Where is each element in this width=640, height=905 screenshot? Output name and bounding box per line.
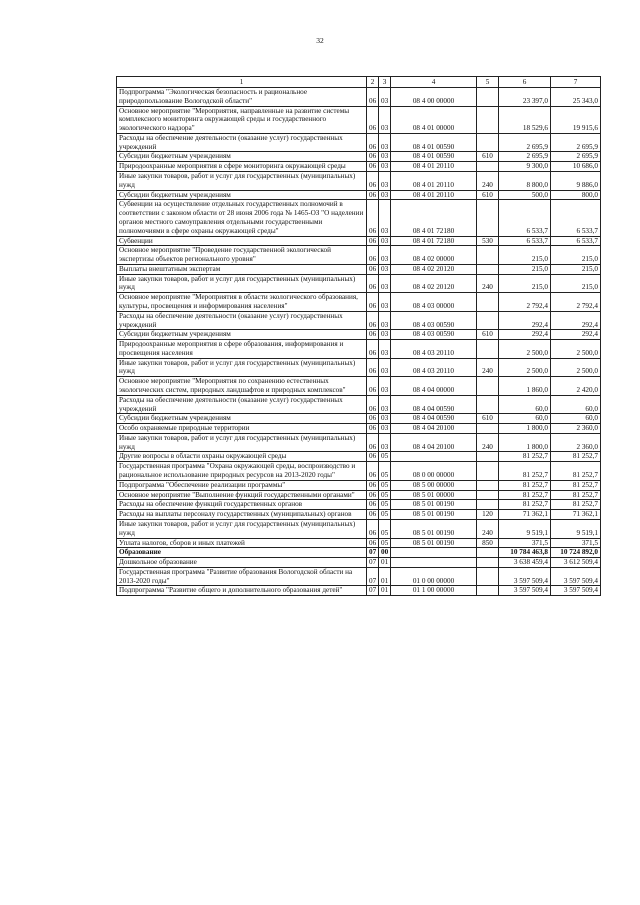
- table-row: [117, 548, 601, 558]
- row-name: Субсидии бюджетным учреждениям: [117, 330, 367, 340]
- row-name: Основное мероприятие "Выполнение функций государственными органами": [117, 490, 367, 500]
- row-section-code: 06: [367, 462, 379, 481]
- row-section-code: 06: [367, 424, 379, 434]
- row-amount-year-2: 81 252,7: [551, 500, 601, 510]
- row-subsection-code: 03: [379, 200, 391, 236]
- row-subsection-code: 03: [379, 377, 391, 396]
- row-subsection-code: 03: [379, 152, 391, 162]
- row-expense-type: 850: [477, 538, 499, 548]
- table-row: [117, 395, 601, 414]
- row-section-code: 06: [367, 340, 379, 359]
- row-name: Подпрограмма "Экологическая безопасность и рациональное природопользование Вологодской области": [117, 88, 367, 107]
- row-target-article: 08 4 02 20120: [391, 264, 477, 274]
- table-row: [117, 490, 601, 500]
- table-row: [117, 106, 601, 133]
- row-amount-year-2: 3 612 509,4: [551, 558, 601, 568]
- row-subsection-code: 01: [379, 558, 391, 568]
- row-name: Субвенции на осуществление отдельных государственных полномочий в соответствии с законом области от 28 июня 2006 года № 1465-ОЗ "О наделении органов местного самоуправления отдельными государственными полномочиями в сфере охраны окружающей среды": [117, 200, 367, 236]
- table-row: [117, 510, 601, 520]
- row-amount-year-1: 1 860,0: [499, 377, 551, 396]
- row-expense-type: [477, 340, 499, 359]
- row-amount-year-2: 81 252,7: [551, 452, 601, 462]
- row-target-article: 08 4 04 00590: [391, 395, 477, 414]
- row-name: Выплаты внештатным экспертам: [117, 264, 367, 274]
- row-name: Основное мероприятие "Мероприятия в области экологического образования, культуры, просвещения и информирования населения": [117, 293, 367, 312]
- row-name: Иные закупки товаров, работ и услуг для государственных (муниципальных) нужд: [117, 358, 367, 377]
- table-row: [117, 567, 601, 586]
- row-section-code: 06: [367, 510, 379, 520]
- row-subsection-code: 05: [379, 500, 391, 510]
- row-amount-year-1: 3 638 459,4: [499, 558, 551, 568]
- row-name: Иные закупки товаров, работ и услуг для государственных (муниципальных) нужд: [117, 519, 367, 538]
- table-row: [117, 330, 601, 340]
- row-amount-year-2: 81 252,7: [551, 462, 601, 481]
- row-subsection-code: 05: [379, 462, 391, 481]
- row-subsection-code: 03: [379, 274, 391, 293]
- row-target-article: 08 5 01 00000: [391, 490, 477, 500]
- row-section-code: 06: [367, 236, 379, 246]
- table-row: [117, 162, 601, 172]
- row-name: Субвенции: [117, 236, 367, 246]
- row-amount-year-2: 60,0: [551, 414, 601, 424]
- row-expense-type: [477, 293, 499, 312]
- row-section-code: 06: [367, 264, 379, 274]
- row-expense-type: [477, 586, 499, 596]
- row-section-code: 06: [367, 330, 379, 340]
- row-amount-year-2: 3 597 509,4: [551, 586, 601, 596]
- row-amount-year-1: 81 252,7: [499, 462, 551, 481]
- table-row: [117, 358, 601, 377]
- row-expense-type: 120: [477, 510, 499, 520]
- row-expense-type: [477, 88, 499, 107]
- row-expense-type: 240: [477, 274, 499, 293]
- row-expense-type: 240: [477, 172, 499, 191]
- row-amount-year-1: 292,4: [499, 311, 551, 330]
- row-target-article: 08 0 00 00000: [391, 462, 477, 481]
- row-subsection-code: 03: [379, 330, 391, 340]
- row-section-code: 06: [367, 358, 379, 377]
- table-row: [117, 88, 601, 107]
- row-target-article: [391, 452, 477, 462]
- table-row: [117, 200, 601, 236]
- row-amount-year-2: 9 886,0: [551, 172, 601, 191]
- row-section-code: 06: [367, 133, 379, 152]
- row-target-article: 08 4 01 20110: [391, 162, 477, 172]
- row-amount-year-2: 10 724 892,0: [551, 548, 601, 558]
- row-target-article: 08 4 03 00590: [391, 330, 477, 340]
- row-amount-year-2: 2 360,0: [551, 433, 601, 452]
- row-amount-year-1: 6 533,7: [499, 236, 551, 246]
- row-amount-year-2: 3 597 509,4: [551, 567, 601, 586]
- row-name: Природоохранные мероприятия в сфере образования, информирования и просвещения населения: [117, 340, 367, 359]
- row-name: Расходы на выплаты персоналу государственных (муниципальных) органов: [117, 510, 367, 520]
- column-header: 4: [391, 77, 477, 88]
- row-amount-year-1: 6 533,7: [499, 200, 551, 236]
- row-amount-year-2: 71 362,1: [551, 510, 601, 520]
- row-subsection-code: 05: [379, 510, 391, 520]
- column-header: 6: [499, 77, 551, 88]
- row-target-article: 08 4 04 20100: [391, 424, 477, 434]
- row-subsection-code: 03: [379, 236, 391, 246]
- row-target-article: 08 4 02 20120: [391, 274, 477, 293]
- row-name: Иные закупки товаров, работ и услуг для государственных (муниципальных) нужд: [117, 274, 367, 293]
- row-expense-type: [477, 424, 499, 434]
- row-target-article: 08 5 01 00190: [391, 500, 477, 510]
- table-row: [117, 340, 601, 359]
- table-body: [117, 88, 601, 596]
- row-amount-year-1: 81 252,7: [499, 500, 551, 510]
- budget-table: [116, 76, 601, 596]
- row-amount-year-1: 71 362,1: [499, 510, 551, 520]
- row-amount-year-1: 215,0: [499, 274, 551, 293]
- row-amount-year-2: 800,0: [551, 190, 601, 200]
- row-subsection-code: 03: [379, 246, 391, 265]
- row-expense-type: 530: [477, 236, 499, 246]
- row-target-article: 08 5 00 00000: [391, 480, 477, 490]
- row-expense-type: 240: [477, 519, 499, 538]
- row-subsection-code: 03: [379, 264, 391, 274]
- row-subsection-code: 05: [379, 538, 391, 548]
- row-name: Подпрограмма "Обеспечение реализации программы": [117, 480, 367, 490]
- row-section-code: 06: [367, 274, 379, 293]
- row-expense-type: [477, 500, 499, 510]
- row-subsection-code: 03: [379, 88, 391, 107]
- row-amount-year-2: 10 686,0: [551, 162, 601, 172]
- row-subsection-code: 05: [379, 519, 391, 538]
- row-section-code: 06: [367, 480, 379, 490]
- row-target-article: 08 5 01 00190: [391, 519, 477, 538]
- row-amount-year-1: 60,0: [499, 395, 551, 414]
- table-row: [117, 462, 601, 481]
- row-amount-year-1: 18 529,6: [499, 106, 551, 133]
- page-number: 32: [316, 36, 324, 45]
- row-target-article: [391, 548, 477, 558]
- row-target-article: 08 4 04 20100: [391, 433, 477, 452]
- row-name: Расходы на обеспечение деятельности (оказание услуг) государственных учреждений: [117, 311, 367, 330]
- row-section-code: 06: [367, 500, 379, 510]
- row-name: Расходы на обеспечение деятельности (оказание услуг) государственных учреждений: [117, 133, 367, 152]
- table-row: [117, 558, 601, 568]
- row-amount-year-2: 2 500,0: [551, 358, 601, 377]
- row-name: Субсидии бюджетным учреждениям: [117, 414, 367, 424]
- row-amount-year-1: 81 252,7: [499, 480, 551, 490]
- row-target-article: 08 4 00 00000: [391, 88, 477, 107]
- row-amount-year-2: 2 420,0: [551, 377, 601, 396]
- table-row: [117, 500, 601, 510]
- row-name: Уплата налогов, сборов и иных платежей: [117, 538, 367, 548]
- row-expense-type: [477, 133, 499, 152]
- row-section-code: 06: [367, 311, 379, 330]
- row-target-article: 08 4 03 00590: [391, 311, 477, 330]
- row-amount-year-1: 60,0: [499, 414, 551, 424]
- row-section-code: 07: [367, 558, 379, 568]
- row-subsection-code: 03: [379, 293, 391, 312]
- row-expense-type: [477, 162, 499, 172]
- table-row: [117, 274, 601, 293]
- row-amount-year-2: 2 695,9: [551, 152, 601, 162]
- row-amount-year-2: 215,0: [551, 246, 601, 265]
- row-expense-type: 240: [477, 433, 499, 452]
- row-name: Основное мероприятие "Мероприятия по сохранению естественных экологических систем, природных ландшафтов и природных комплексов": [117, 377, 367, 396]
- row-subsection-code: 03: [379, 414, 391, 424]
- row-name: Государственная программа "Развитие образования Вологодской области на 2013-2020 годы": [117, 567, 367, 586]
- row-amount-year-1: 215,0: [499, 264, 551, 274]
- row-subsection-code: 05: [379, 452, 391, 462]
- row-section-code: 06: [367, 162, 379, 172]
- row-expense-type: 610: [477, 152, 499, 162]
- row-target-article: 08 4 02 00000: [391, 246, 477, 265]
- row-subsection-code: 01: [379, 586, 391, 596]
- row-section-code: 06: [367, 293, 379, 312]
- row-expense-type: [477, 452, 499, 462]
- row-section-code: 06: [367, 538, 379, 548]
- row-section-code: 06: [367, 395, 379, 414]
- row-name: Основное мероприятие "Мероприятия, направленные на развитие системы комплексного мониторинга окружающей среды и государственного экологического надзора": [117, 106, 367, 133]
- table-row: [117, 264, 601, 274]
- row-name: Расходы на обеспечение функций государственных органов: [117, 500, 367, 510]
- row-expense-type: [477, 106, 499, 133]
- table-row: [117, 433, 601, 452]
- row-name: Субсидии бюджетным учреждениям: [117, 152, 367, 162]
- table-row: [117, 480, 601, 490]
- row-target-article: 08 4 01 72180: [391, 236, 477, 246]
- row-amount-year-2: 19 915,6: [551, 106, 601, 133]
- row-name: Государственная программа "Охрана окружающей среды, воспроизводство и рациональное использование природных ресурсов на 2013-2020 годы": [117, 462, 367, 481]
- row-target-article: 08 4 04 00590: [391, 414, 477, 424]
- row-amount-year-2: 215,0: [551, 274, 601, 293]
- row-amount-year-1: 9 300,0: [499, 162, 551, 172]
- row-target-article: 01 1 00 00000: [391, 586, 477, 596]
- row-section-code: 06: [367, 88, 379, 107]
- row-amount-year-2: 6 533,7: [551, 200, 601, 236]
- table-row: [117, 190, 601, 200]
- row-amount-year-2: 9 519,1: [551, 519, 601, 538]
- table-row: [117, 172, 601, 191]
- row-section-code: 07: [367, 567, 379, 586]
- row-target-article: 08 4 01 20110: [391, 172, 477, 191]
- row-section-code: 06: [367, 246, 379, 265]
- row-amount-year-1: 2 500,0: [499, 358, 551, 377]
- row-subsection-code: 03: [379, 311, 391, 330]
- row-amount-year-2: 292,4: [551, 330, 601, 340]
- row-expense-type: [477, 462, 499, 481]
- row-name: Иные закупки товаров, работ и услуг для государственных (муниципальных) нужд: [117, 172, 367, 191]
- row-name: Другие вопросы в области охраны окружающей среды: [117, 452, 367, 462]
- row-expense-type: 610: [477, 414, 499, 424]
- row-amount-year-1: 2 695,9: [499, 152, 551, 162]
- column-header: 5: [477, 77, 499, 88]
- row-expense-type: 240: [477, 358, 499, 377]
- table-row: [117, 236, 601, 246]
- row-expense-type: [477, 264, 499, 274]
- row-name: Иные закупки товаров, работ и услуг для государственных (муниципальных) нужд: [117, 433, 367, 452]
- row-amount-year-2: 2 360,0: [551, 424, 601, 434]
- row-target-article: 08 4 04 00000: [391, 377, 477, 396]
- row-expense-type: [477, 548, 499, 558]
- table-row: [117, 519, 601, 538]
- row-expense-type: 610: [477, 330, 499, 340]
- row-expense-type: [477, 558, 499, 568]
- row-section-code: 06: [367, 490, 379, 500]
- row-expense-type: [477, 480, 499, 490]
- row-amount-year-2: 215,0: [551, 264, 601, 274]
- row-amount-year-2: 2 500,0: [551, 340, 601, 359]
- row-expense-type: [477, 490, 499, 500]
- column-header: 1: [117, 77, 367, 88]
- row-section-code: 06: [367, 152, 379, 162]
- table-row: [117, 311, 601, 330]
- row-name: Основное мероприятие "Проведение государственной экологической экспертизы объектов регионального уровня": [117, 246, 367, 265]
- table-row: [117, 452, 601, 462]
- row-amount-year-2: 60,0: [551, 395, 601, 414]
- row-subsection-code: 00: [379, 548, 391, 558]
- table-row: [117, 414, 601, 424]
- row-amount-year-2: 292,4: [551, 311, 601, 330]
- row-expense-type: [477, 311, 499, 330]
- row-name: Особо охраняемые природные территории: [117, 424, 367, 434]
- table-row: [117, 152, 601, 162]
- row-name: Расходы на обеспечение деятельности (оказание услуг) государственных учреждений: [117, 395, 367, 414]
- column-header: 7: [551, 77, 601, 88]
- row-name: Субсидии бюджетным учреждениям: [117, 190, 367, 200]
- column-header: 3: [379, 77, 391, 88]
- row-amount-year-1: 23 397,0: [499, 88, 551, 107]
- row-target-article: 08 4 01 00000: [391, 106, 477, 133]
- row-target-article: 08 5 01 00190: [391, 538, 477, 548]
- row-section-code: 06: [367, 377, 379, 396]
- row-subsection-code: 03: [379, 106, 391, 133]
- row-amount-year-1: 2 500,0: [499, 340, 551, 359]
- row-section-code: 07: [367, 586, 379, 596]
- row-name: Дошкольное образование: [117, 558, 367, 568]
- row-amount-year-2: 25 343,0: [551, 88, 601, 107]
- table-row: [117, 246, 601, 265]
- row-section-code: 06: [367, 414, 379, 424]
- row-amount-year-2: 2 695,9: [551, 133, 601, 152]
- table-row: [117, 377, 601, 396]
- row-amount-year-1: 215,0: [499, 246, 551, 265]
- row-subsection-code: 03: [379, 358, 391, 377]
- row-subsection-code: 03: [379, 340, 391, 359]
- row-expense-type: [477, 395, 499, 414]
- row-amount-year-1: 1 800,0: [499, 424, 551, 434]
- row-amount-year-1: 1 800,0: [499, 433, 551, 452]
- row-target-article: 08 4 01 20110: [391, 190, 477, 200]
- row-subsection-code: 03: [379, 133, 391, 152]
- row-amount-year-1: 292,4: [499, 330, 551, 340]
- row-section-code: 06: [367, 452, 379, 462]
- row-section-code: 07: [367, 548, 379, 558]
- row-amount-year-2: 2 792,4: [551, 293, 601, 312]
- row-expense-type: [477, 377, 499, 396]
- row-amount-year-1: 81 252,7: [499, 452, 551, 462]
- row-target-article: [391, 558, 477, 568]
- row-subsection-code: 05: [379, 490, 391, 500]
- row-amount-year-1: 371,5: [499, 538, 551, 548]
- table-row: [117, 133, 601, 152]
- row-target-article: 08 4 01 00590: [391, 133, 477, 152]
- row-subsection-code: 03: [379, 395, 391, 414]
- row-amount-year-2: 81 252,7: [551, 480, 601, 490]
- row-subsection-code: 05: [379, 480, 391, 490]
- row-amount-year-1: 3 597 509,4: [499, 567, 551, 586]
- row-subsection-code: 01: [379, 567, 391, 586]
- row-name: Подпрограмма "Развитие общего и дополнительного образования детей": [117, 586, 367, 596]
- row-subsection-code: 03: [379, 172, 391, 191]
- row-expense-type: [477, 246, 499, 265]
- row-name: Образование: [117, 548, 367, 558]
- row-amount-year-1: 81 252,7: [499, 490, 551, 500]
- row-amount-year-2: 371,5: [551, 538, 601, 548]
- row-amount-year-1: 9 519,1: [499, 519, 551, 538]
- row-amount-year-1: 3 597 509,4: [499, 586, 551, 596]
- row-section-code: 06: [367, 106, 379, 133]
- row-subsection-code: 03: [379, 424, 391, 434]
- row-expense-type: 610: [477, 190, 499, 200]
- row-amount-year-1: 8 800,0: [499, 172, 551, 191]
- table-row: [117, 424, 601, 434]
- table-row: [117, 538, 601, 548]
- row-amount-year-1: 500,0: [499, 190, 551, 200]
- row-amount-year-1: 2 695,9: [499, 133, 551, 152]
- row-amount-year-2: 81 252,7: [551, 490, 601, 500]
- row-subsection-code: 03: [379, 433, 391, 452]
- row-subsection-code: 03: [379, 190, 391, 200]
- row-amount-year-2: 6 533,7: [551, 236, 601, 246]
- row-section-code: 06: [367, 200, 379, 236]
- row-amount-year-1: 2 792,4: [499, 293, 551, 312]
- row-section-code: 06: [367, 172, 379, 191]
- row-target-article: 08 4 03 20110: [391, 340, 477, 359]
- row-name: Природоохранные мероприятия в сфере мониторинга окружающей среды: [117, 162, 367, 172]
- table-header-row: [117, 77, 601, 88]
- row-target-article: 01 0 00 00000: [391, 567, 477, 586]
- row-target-article: 08 4 01 00590: [391, 152, 477, 162]
- row-expense-type: [477, 200, 499, 236]
- table-row: [117, 293, 601, 312]
- row-target-article: 08 4 03 00000: [391, 293, 477, 312]
- row-expense-type: [477, 567, 499, 586]
- row-section-code: 06: [367, 433, 379, 452]
- row-section-code: 06: [367, 519, 379, 538]
- row-target-article: 08 4 03 20110: [391, 358, 477, 377]
- row-subsection-code: 03: [379, 162, 391, 172]
- row-target-article: 08 5 01 00190: [391, 510, 477, 520]
- row-section-code: 06: [367, 190, 379, 200]
- table-row: [117, 586, 601, 596]
- row-target-article: 08 4 01 72180: [391, 200, 477, 236]
- column-header: 2: [367, 77, 379, 88]
- row-amount-year-1: 10 784 463,8: [499, 548, 551, 558]
